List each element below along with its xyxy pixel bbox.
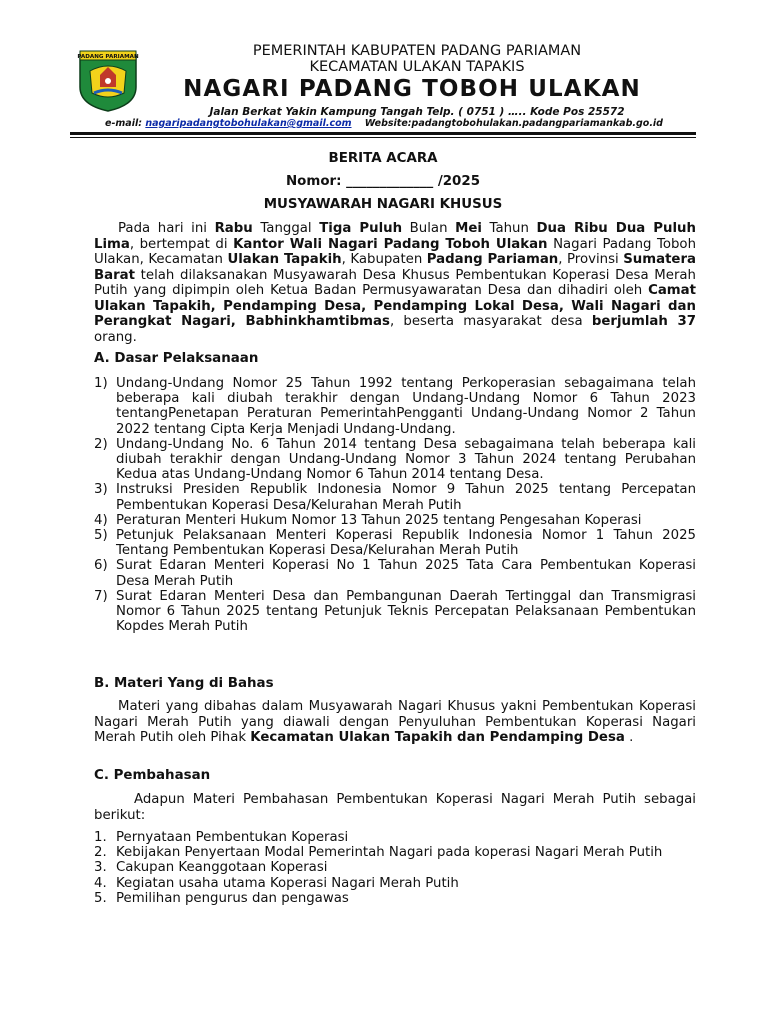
list-item-number: 3. [94,860,107,876]
doc-number: Nomor: _____________ /2025 [285,174,481,189]
section-a-list [94,376,696,634]
header-contact [84,118,684,129]
list-item-number: 2. [94,845,107,861]
section-a-heading: A. Dasar Pelaksanaan [94,351,259,366]
list-item-text: Surat Edaran Menteri Koperasi No 1 Tahun 2025 Tata Cara Pembentukan Koperasi Desa Merah Putih [116,558,696,589]
svg-text:PADANG PARIAMAN: PADANG PARIAMAN [77,54,139,60]
header-divider-thin [70,137,696,138]
section-b-paragraph: Materi yang dibahas dalam Musyawarah Nagari Khusus yakni Pembentukan Koperasi Nagari Merah Putih yang diawali dengan Penyuluhan Pembentukan Koperasi Nagari Merah Putih oleh Pihak Kecamatan Ulakan Tapakih dan Pendamping Desa . [94,699,696,745]
list-item [94,830,696,845]
header-divider-thick [70,132,696,135]
list-item [94,860,696,875]
list-item-text: Pemilihan pengurus dan pengawas [116,890,349,906]
list-item [94,376,696,437]
list-item-number: 4. [94,875,107,891]
list-item-text: Peraturan Menteri Hukum Nomor 13 Tahun 2025 tentang Pengesahan Koperasi [116,512,642,528]
list-item-text: Surat Edaran Menteri Desa dan Pembangunan Daerah Tertinggal dan Transmigrasi Nomor 6 Tahun 2025 tentang Petunjuk Teknis Percepatan Pelaksanaan Pembentukan Kopdes Merah Putih [116,588,696,635]
email-label: e-mail: [105,118,146,129]
list-item [94,845,696,860]
list-item-number: 2) [94,436,108,452]
header-address: Jalan Berkat Yakin Kampung Tangah Telp. ( 0751 ) ….. Kode Pos 25572 [209,106,625,118]
section-c-heading: C. Pembahasan [94,768,211,783]
list-item [94,437,696,483]
list-item-number: 7) [94,588,108,604]
section-c-intro: Adapun Materi Pembahasan Pembentukan Koperasi Nagari Merah Putih sebagai berikut: [94,792,696,823]
list-item [94,876,696,891]
list-item [94,558,696,588]
list-item-text: Instruksi Presiden Republik Indonesia Nomor 9 Tahun 2025 tentang Percepatan Pembentukan Koperasi Desa/Kelurahan Merah Putih [116,482,696,513]
list-item-text: Kebijakan Penyertaan Modal Pemerintah Nagari pada koperasi Nagari Merah Putih [116,845,663,861]
list-item-text: Undang-Undang No. 6 Tahun 2014 tentang Desa sebagaimana telah beberapa kali diubah terakhir dengan Undang-Undang Nomor 3 Tahun 2024 tentang Perubahan Kedua atas Undang-Undang Nomor 6 Tahun 2014 tentang Desa. [116,436,696,483]
list-item-number: 5. [94,890,107,906]
list-item [94,482,696,512]
list-item-text: Pernyataan Pembentukan Koperasi [116,830,349,845]
list-item-text: Undang-Undang Nomor 25 Tahun 1992 tentang Perkoperasian sebagaimana telah beberapa kali diubah terakhir dengan Undang-Undang Nomor 6 Tahun 2023 tentangPenetapan Peraturan PemerintahPengganti Undang-Undang Nomor 2 Tahun 2022 tentang Cipta Kerja Menjadi Undang-Undang. [116,376,696,437]
list-item-number: 4) [94,512,108,528]
doc-subtitle: MUSYAWARAH NAGARI KHUSUS [263,197,503,212]
list-item [94,589,696,635]
list-item [94,891,696,906]
list-item-number: 1) [94,376,108,391]
section-c-list [94,830,696,906]
list-item-number: 3) [94,482,108,498]
email-link[interactable]: nagaripadangtobohulakan@gmail.com [145,118,352,129]
header-nagari-name: NAGARI PADANG TOBOH ULAKAN [183,76,641,102]
header-government: PEMERINTAH KABUPATEN PADANG PARIAMAN [252,43,582,59]
list-item-number: 1. [94,830,107,845]
section-b-heading: B. Materi Yang di Bahas [94,676,274,691]
list-item-text: Kegiatan usaha utama Koperasi Nagari Merah Putih [116,875,459,891]
intro-paragraph: Pada hari ini Rabu Tanggal Tiga Puluh Bulan Mei Tahun Dua Ribu Dua Puluh Lima, bertempat di Kantor Wali Nagari Padang Toboh Ulakan Nagari Padang Toboh Ulakan, Kecamatan Ulakan Tapakih, Kabupaten Padang Pariaman, Provinsi Sumatera Barat telah dilaksanakan Musyawarah Desa Khusus Pembentukan Koperasi Desa Merah Putih yang dipimpin oleh Ketua Badan Permusyawaratan Desa dan dihadiri oleh Camat Ulakan Tapakih, Pendamping Desa, Pendamping Lokal Desa, Wali Nagari dan Perangkat Nagari, Babhinkhamtibmas, beserta masyarakat desa berjumlah 37 orang. [94,221,696,345]
list-item-text: Cakupan Keanggotaan Koperasi [116,860,328,876]
list-item [94,513,696,528]
list-item-number: 6) [94,558,108,574]
list-item-text: Petunjuk Pelaksanaan Menteri Koperasi Republik Indonesia Nomor 1 Tahun 2025 Tentang Pembentukan Koperasi Desa/Kelurahan Merah Putih [116,528,696,559]
list-item-number: 5) [94,528,108,544]
header-district: KECAMATAN ULAKAN TAPAKIS [309,59,525,75]
website-text: Website:padangtobohulakan.padangpariamankab.go.id [364,118,663,129]
list-item [94,528,696,558]
doc-title: BERITA ACARA [328,151,438,166]
